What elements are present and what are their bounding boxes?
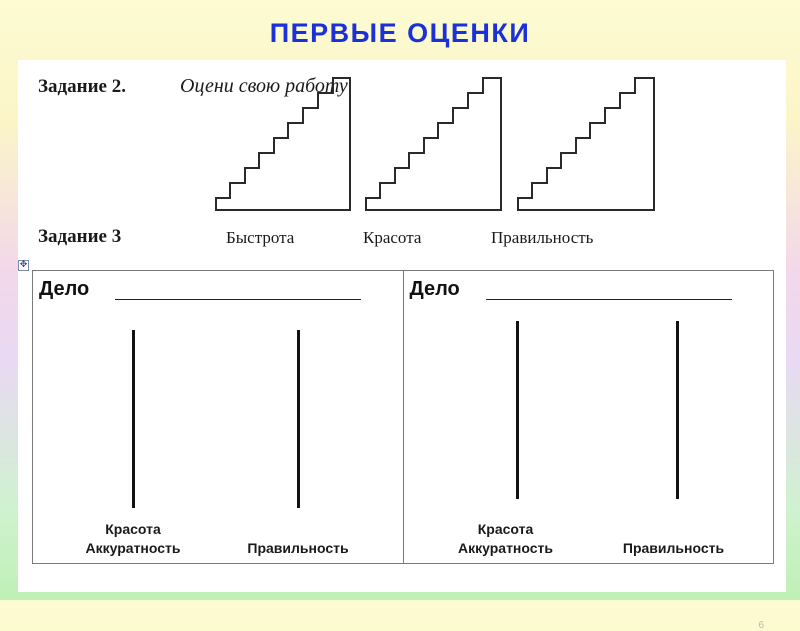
table-cell-right xyxy=(403,271,774,563)
deal-fill-line xyxy=(115,299,361,300)
staircase-beauty xyxy=(366,78,501,210)
task3-label: Задание 3 xyxy=(38,226,122,247)
scale-bar-correctness xyxy=(297,330,300,508)
evaluation-table xyxy=(32,270,774,564)
staircase-group xyxy=(18,60,786,230)
bar-label-correctness: Правильность xyxy=(622,540,725,556)
task2-label: Задание 2. xyxy=(38,76,126,97)
bar-label-correctness: Правильность xyxy=(247,540,349,556)
worksheet-image xyxy=(18,60,786,631)
task2-instruction: Оцени свою работу xyxy=(180,75,348,97)
deal-label: Дело xyxy=(409,278,460,300)
scale-bar-correctness xyxy=(676,321,679,499)
caption-correctness: Правильность xyxy=(491,228,594,247)
page-number: 6 xyxy=(758,620,764,631)
scale-bar-beauty xyxy=(516,321,519,499)
deal-label: Дело xyxy=(39,278,90,300)
move-handle-icon[interactable]: ✥ xyxy=(19,260,28,270)
scale-bar-beauty xyxy=(132,330,135,508)
slide-title: ПЕРВЫЕ ОЦЕНКИ xyxy=(269,18,531,48)
staircase-correctness xyxy=(518,78,654,210)
deal-fill-line xyxy=(486,299,732,300)
bar-label-beauty-neatness: Красота Аккуратность xyxy=(458,521,553,556)
caption-beauty: Красота xyxy=(363,228,422,247)
staircase-speed xyxy=(216,78,350,210)
table-cell-left xyxy=(33,271,403,563)
caption-speed: Быстрота xyxy=(226,228,295,247)
bar-label-beauty-neatness: Красота Аккуратность xyxy=(85,521,181,556)
